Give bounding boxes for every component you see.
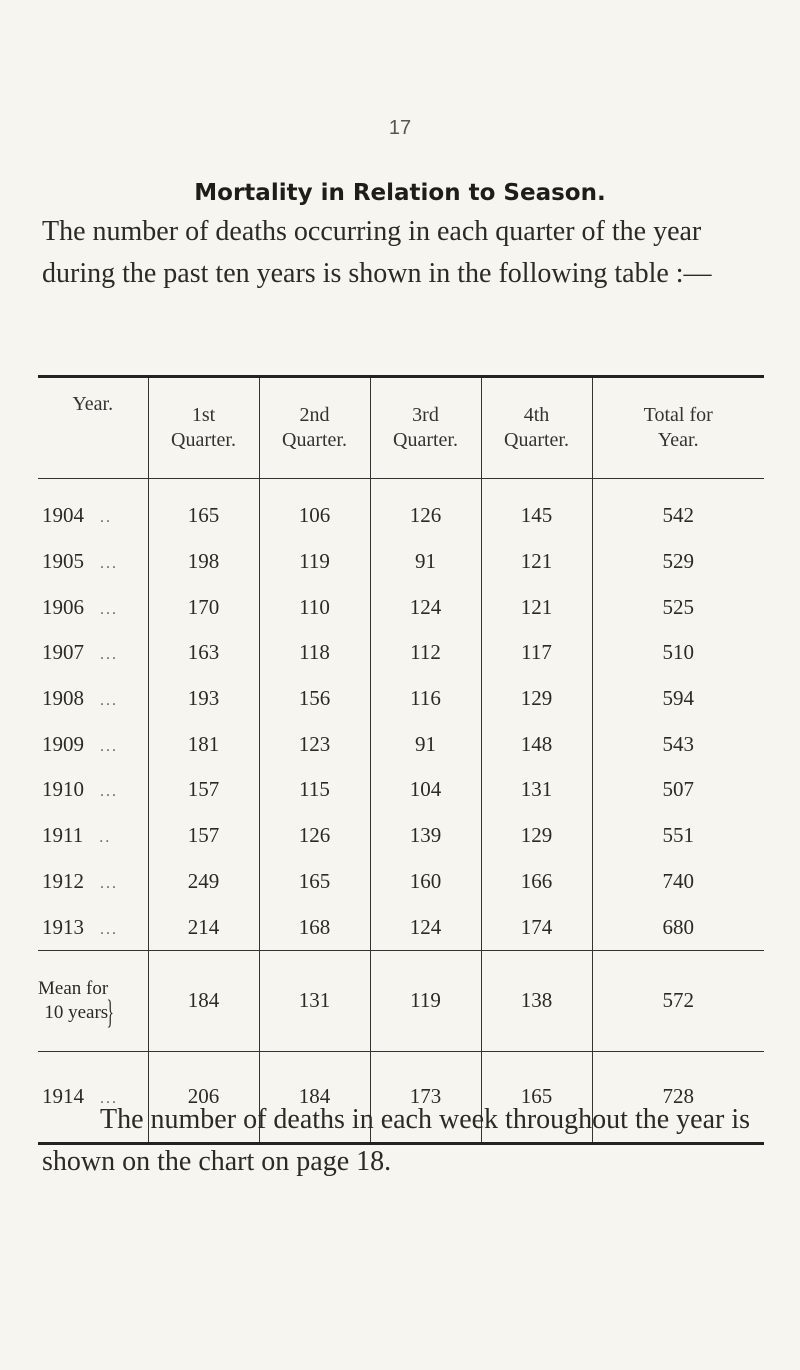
q4-cell: 129 <box>481 676 592 722</box>
year-cell: 1905 <box>42 549 84 574</box>
q4-cell: 121 <box>481 539 592 585</box>
year-cell: 1912 <box>42 868 84 893</box>
header-year: Year. <box>72 393 114 415</box>
q3-cell: 91 <box>370 721 481 767</box>
leader-dots: ... <box>100 1090 118 1108</box>
q4-cell: 121 <box>481 584 592 630</box>
year-cell: 1911 <box>42 823 84 848</box>
total-cell: 740 <box>592 859 764 905</box>
q1-cell: 198 <box>148 539 259 585</box>
year-cell: 1904 <box>42 503 84 528</box>
mean-label-line1: Mean for <box>38 977 109 999</box>
brace-glyph: } <box>106 994 115 1032</box>
q3-cell: 104 <box>370 767 481 813</box>
mean-label <box>38 977 108 1025</box>
table-row <box>38 721 764 767</box>
q2-cell: 131 <box>259 951 370 1052</box>
leader-dots: ... <box>100 646 118 664</box>
table-row <box>38 630 764 676</box>
q4-cell: 117 <box>481 630 592 676</box>
q3-cell: 126 <box>370 479 481 539</box>
footer-paragraph: The number of deaths in each week throughout the year is shown on the chart on page 18. <box>42 1104 751 1177</box>
header-q4: 4th Quarter. <box>481 378 592 479</box>
q2-cell: 168 <box>259 904 370 950</box>
q1-cell: 165 <box>148 479 259 539</box>
table-row <box>38 767 764 813</box>
header-q1: 1st Quarter. <box>148 378 259 479</box>
total-cell: 510 <box>592 630 764 676</box>
total-cell: 525 <box>592 584 764 630</box>
leader-dots: ... <box>100 920 118 938</box>
table-header-row <box>38 378 764 479</box>
q4-cell: 166 <box>481 859 592 905</box>
q2-cell: 115 <box>259 767 370 813</box>
year-cell: 1909 <box>42 731 84 756</box>
q1-cell: 157 <box>148 813 259 859</box>
year-cell: 1914 <box>42 1084 84 1109</box>
q4-cell: 131 <box>481 767 592 813</box>
q2-cell: 119 <box>259 539 370 585</box>
total-cell: 551 <box>592 813 764 859</box>
q1-cell: 157 <box>148 767 259 813</box>
q3-cell: 160 <box>370 859 481 905</box>
q3-cell: 112 <box>370 630 481 676</box>
year-cell: 1908 <box>42 686 84 711</box>
q1-cell: 214 <box>148 904 259 950</box>
intro-paragraph: The number of deaths occurring in each quarter of the year during the past ten years is shown in the following table :— <box>42 216 712 289</box>
q4-cell: 174 <box>481 904 592 950</box>
q2-cell: 123 <box>259 721 370 767</box>
total-cell: 594 <box>592 676 764 722</box>
leader-dots: ... <box>100 555 118 573</box>
q4-cell: 165 <box>481 1052 592 1142</box>
leader-dots: ... <box>100 692 118 710</box>
total-cell: 680 <box>592 904 764 950</box>
q3-cell: 124 <box>370 904 481 950</box>
header-q3: 3rd Quarter. <box>370 378 481 479</box>
leader-dots: .. <box>100 509 112 527</box>
q3-cell: 91 <box>370 539 481 585</box>
q4-cell: 129 <box>481 813 592 859</box>
leader-dots: ... <box>100 783 118 801</box>
table-row <box>38 813 764 859</box>
leader-dots: ... <box>100 874 118 892</box>
q2-cell: 184 <box>259 1052 370 1142</box>
q2-cell: 156 <box>259 676 370 722</box>
q3-cell: 116 <box>370 676 481 722</box>
q1-cell: 206 <box>148 1052 259 1142</box>
year-cell: 1906 <box>42 594 84 619</box>
total-cell: 507 <box>592 767 764 813</box>
q4-cell: 145 <box>481 479 592 539</box>
section-heading: Mortality in Relation to Season. <box>194 180 606 206</box>
leader-dots: ... <box>100 737 118 755</box>
table-row <box>38 479 764 539</box>
table-row <box>38 584 764 630</box>
q3-cell: 119 <box>370 951 481 1052</box>
q2-cell: 106 <box>259 479 370 539</box>
total-cell: 529 <box>592 539 764 585</box>
header-q2: 2nd Quarter. <box>259 378 370 479</box>
q4-cell: 148 <box>481 721 592 767</box>
q3-cell: 124 <box>370 584 481 630</box>
q3-cell: 139 <box>370 813 481 859</box>
total-cell: 572 <box>592 951 764 1052</box>
q1-cell: 181 <box>148 721 259 767</box>
total-cell: 728 <box>592 1052 764 1142</box>
year-cell: 1907 <box>42 640 84 665</box>
leader-dots: ... <box>100 600 118 618</box>
q2-cell: 165 <box>259 859 370 905</box>
mean-label-line2: 10 years <box>44 1001 109 1023</box>
table-row <box>38 904 764 950</box>
q1-cell: 170 <box>148 584 259 630</box>
q2-cell: 110 <box>259 584 370 630</box>
table-row <box>38 859 764 905</box>
total-cell: 542 <box>592 479 764 539</box>
page-number: 17 <box>388 117 412 139</box>
year-cell: 1910 <box>42 777 84 802</box>
yearly-rows <box>38 479 764 1142</box>
q2-cell: 126 <box>259 813 370 859</box>
q2-cell: 118 <box>259 630 370 676</box>
mean-row <box>38 951 764 1052</box>
q1-cell: 163 <box>148 630 259 676</box>
q1-cell: 193 <box>148 676 259 722</box>
table-row <box>38 539 764 585</box>
q1-cell: 249 <box>148 859 259 905</box>
table-row <box>38 676 764 722</box>
leader-dots: .. <box>99 829 112 847</box>
q1-cell: 184 <box>148 951 259 1052</box>
year-cell: 1913 <box>42 914 84 939</box>
total-cell: 543 <box>592 721 764 767</box>
mortality-table-container <box>38 375 764 1145</box>
q4-cell: 138 <box>481 951 592 1052</box>
header-total: Total for Year. <box>592 378 764 479</box>
q3-cell: 173 <box>370 1052 481 1142</box>
mortality-table <box>38 378 764 1142</box>
